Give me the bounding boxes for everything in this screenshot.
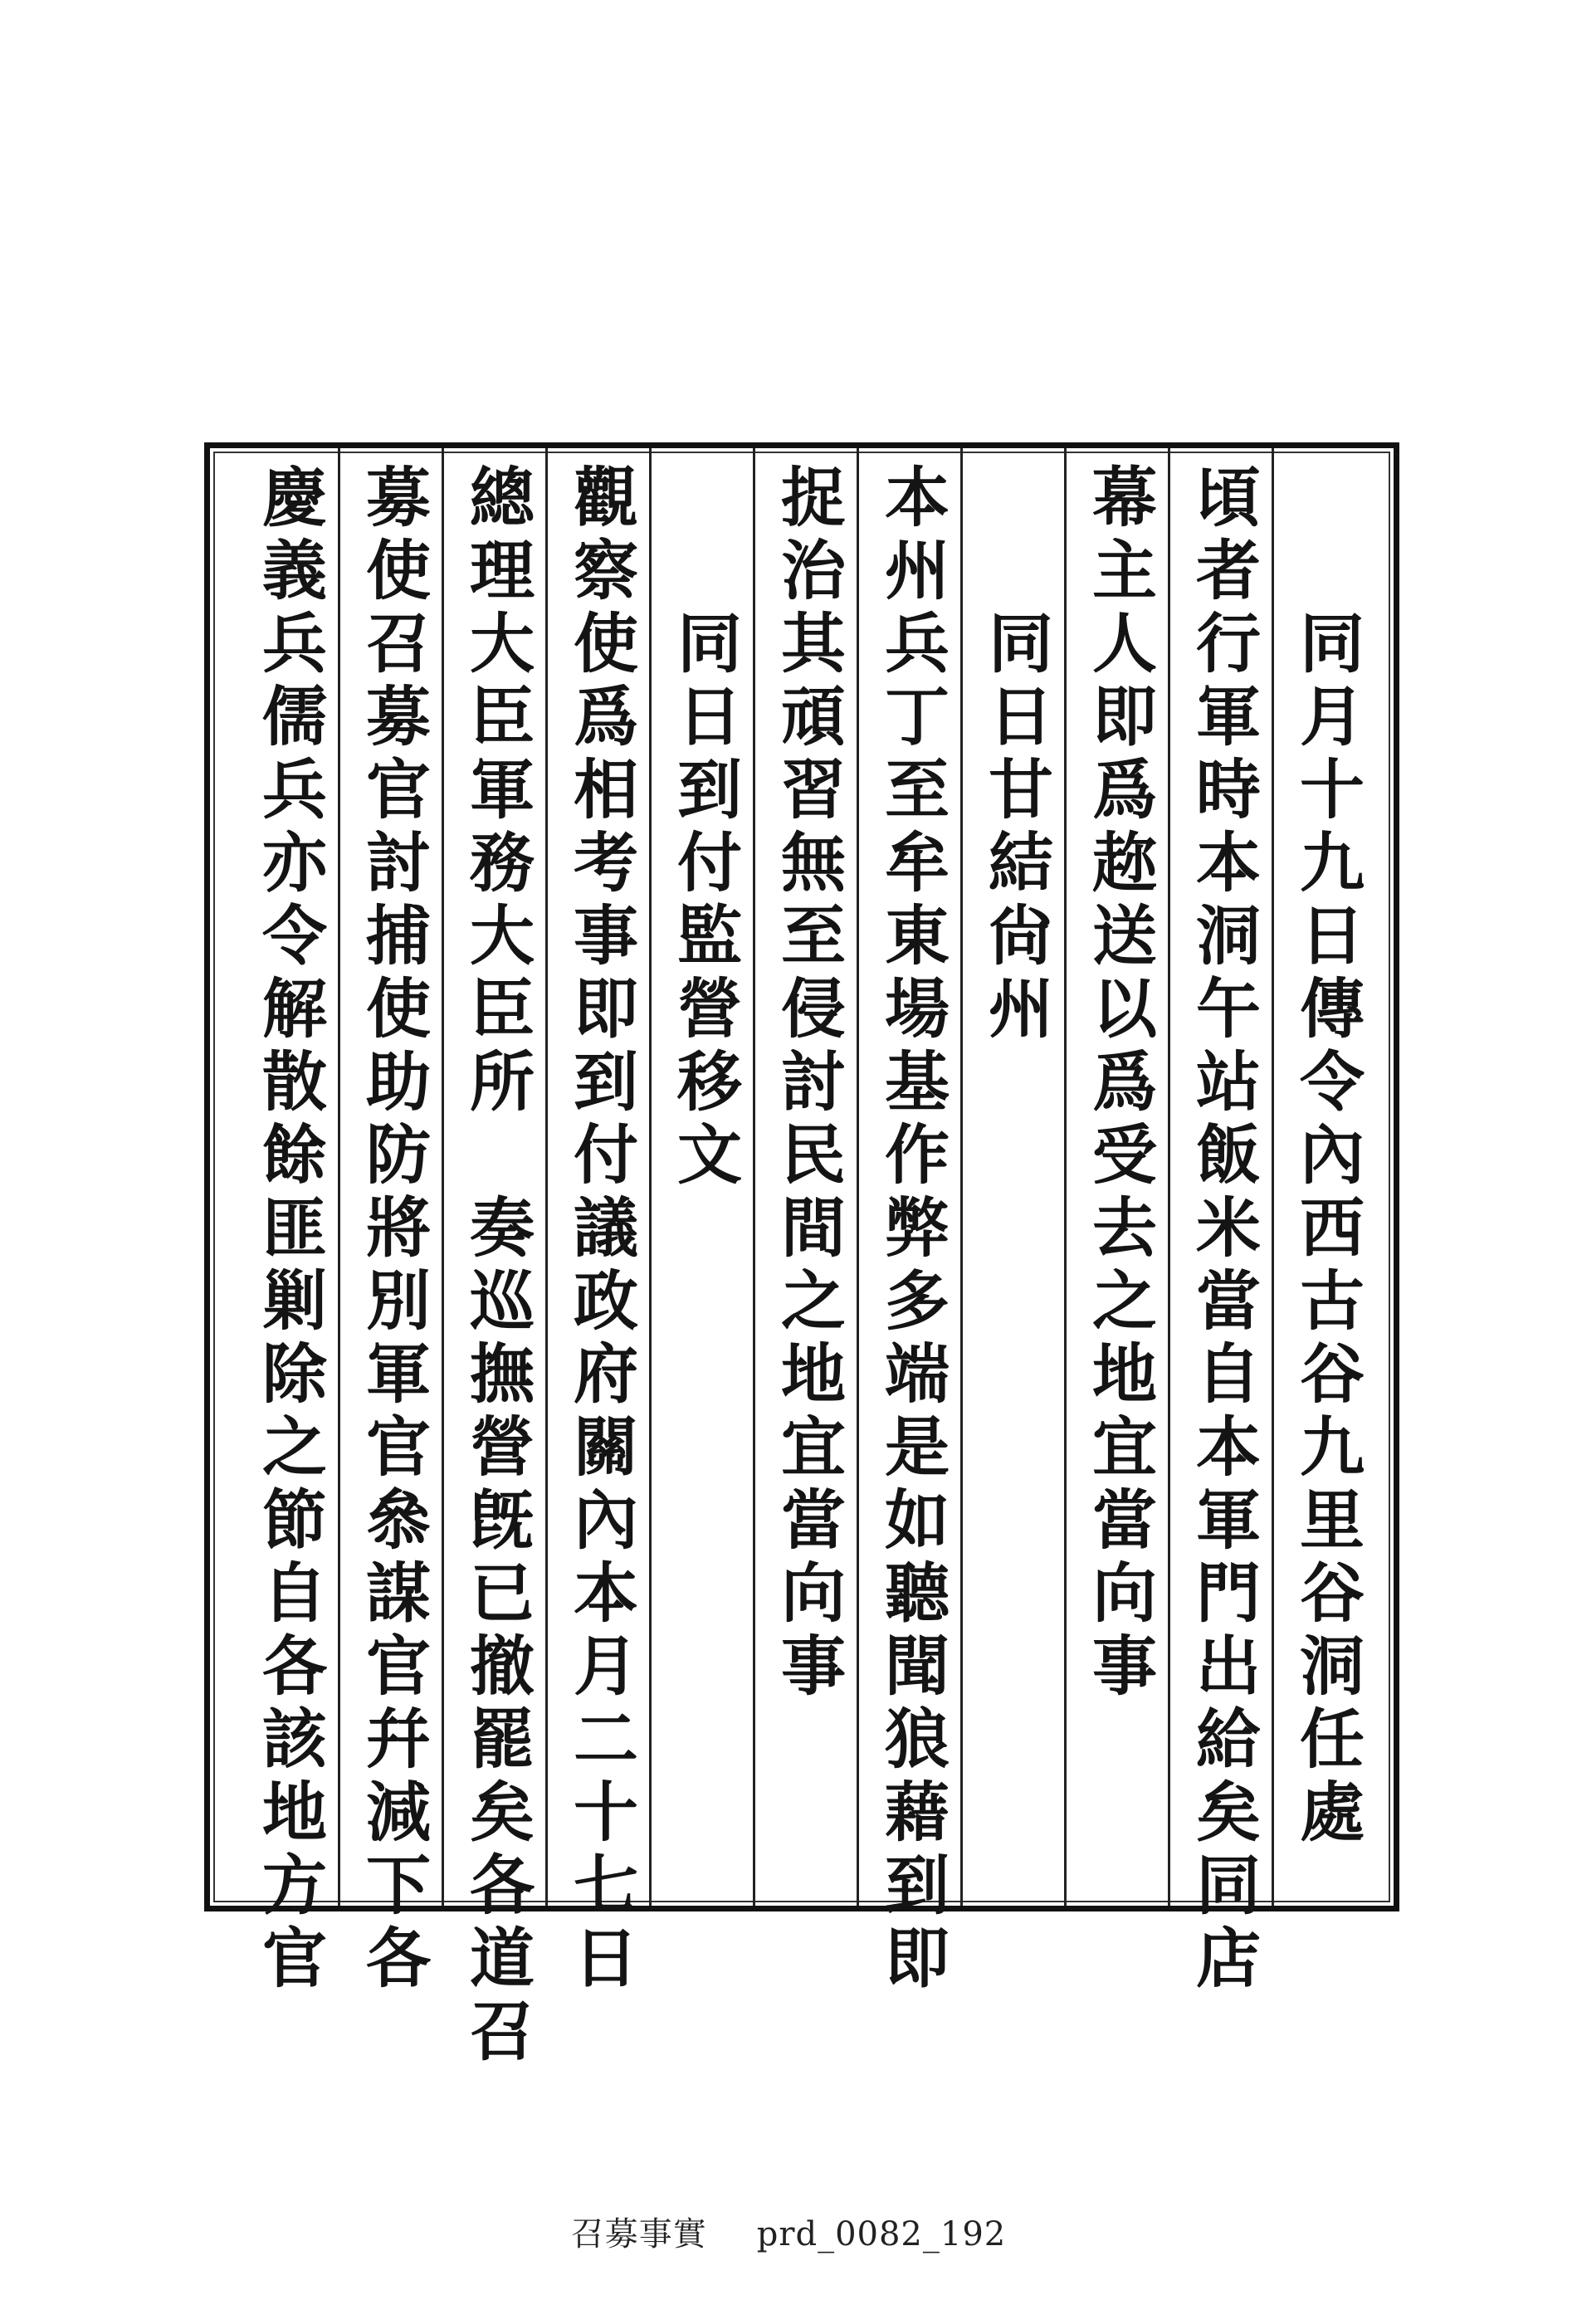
text-column: 本州兵丁至牟東場基作弊多端是如聽聞狼藉到即 <box>874 463 950 1997</box>
text-column: 募使召募官討捕使助防將別軍官叅謀官幷減下各 <box>355 463 431 1997</box>
footer-code: prd_0082_192 <box>756 2215 1007 2253</box>
text-column: 觀察使爲相考事即到付議政府關內本月二十七日 <box>563 463 638 1997</box>
page-frame <box>204 442 1399 2070</box>
footer-title: 召募事實 <box>570 2215 707 2253</box>
text-column: 總理大臣軍務大臣所 奏巡撫營旣已撤罷矣各道召 <box>459 463 535 2070</box>
page-footer <box>0 2208 1577 2255</box>
text-column: 慶義兵儒兵亦令解散餘匪剿除之節自各該地方官 <box>251 463 327 1997</box>
text-column: 同日甘結尙州 <box>978 463 1053 1047</box>
text-column: 同月十九日傳令內西古谷九里谷洞任處 <box>1289 463 1365 1851</box>
text-column: 頃者行軍時本洞午站飯米當自本軍門出給矣同店 <box>1185 463 1261 1997</box>
text-column: 捉治其頑習無至侵討民間之地宜當向事 <box>770 463 846 1705</box>
text-column: 幕主人即爲趂送以爲受去之地宜當向事 <box>1081 463 1157 1705</box>
text-column: 同日到付監營移文 <box>666 463 742 1194</box>
